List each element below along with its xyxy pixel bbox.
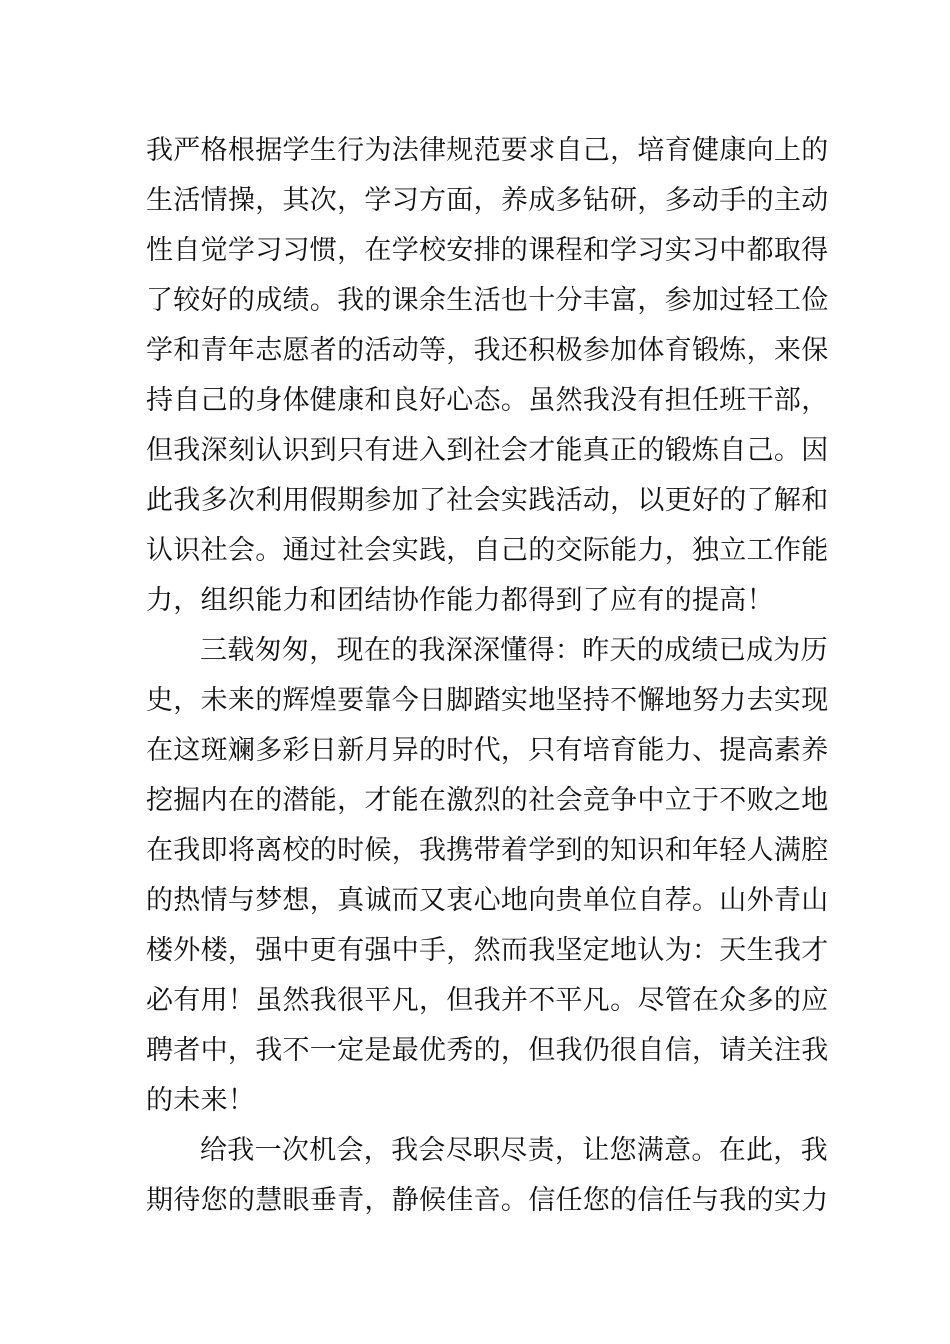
text-line: 了较好的成绩。我的课余生活也十分丰富，参加过轻工俭 xyxy=(146,285,829,316)
text-line: 在我即将离校的时候，我携带着学到的知识和年轻人满腔 xyxy=(146,835,829,866)
text-line: 认识社会。通过社会实践，自己的交际能力，独立工作能 xyxy=(146,535,829,566)
text-line: 聘者中，我不一定是最优秀的，但我仍很自信，请关注我 xyxy=(146,1035,829,1066)
text-line: 性自觉学习习惯，在学校安排的课程和学习实习中都取得 xyxy=(146,235,829,266)
text-line: 的热情与梦想，真诚而又衷心地向贵单位自荐。山外青山 xyxy=(146,885,829,916)
text-line: 但我深刻认识到只有进入到社会才能真正的锻炼自己。因 xyxy=(146,435,829,466)
text-line: 生活情操，其次，学习方面，养成多钻研，多动手的主动 xyxy=(146,185,829,216)
text-line: 此我多次利用假期参加了社会实践活动，以更好的了解和 xyxy=(146,485,829,516)
text-line: 期待您的慧眼垂青，静候佳音。信任您的信任与我的实力 xyxy=(146,1185,829,1216)
text-line: 史，未来的辉煌要靠今日脚踏实地坚持不懈地努力去实现 xyxy=(146,685,829,716)
text-line: 我严格根据学生行为法律规范要求自己，培育健康向上的 xyxy=(146,135,829,166)
paragraph-first-line: 给我一次机会，我会尽职尽责，让您满意。在此，我 xyxy=(200,1135,828,1166)
paragraph-first-line: 三载匆匆，现在的我深深懂得：昨天的成绩已成为历 xyxy=(200,635,828,666)
text-line: 学和青年志愿者的活动等，我还积极参加体育锻炼，来保 xyxy=(146,335,829,366)
text-line: 力，组织能力和团结协作能力都得到了应有的提高！ xyxy=(146,585,774,616)
text-line: 的未来！ xyxy=(146,1085,256,1116)
text-line: 必有用！虽然我很平凡，但我并不平凡。尽管在众多的应 xyxy=(146,985,829,1016)
text-line: 在这斑斓多彩日新月异的时代，只有培育能力、提高素养 xyxy=(146,735,829,766)
body-text xyxy=(146,126,829,1226)
text-line: 持自己的身体健康和良好心态。虽然我没有担任班干部， xyxy=(146,385,829,416)
text-line: 挖掘内在的潜能，才能在激烈的社会竞争中立于不败之地 xyxy=(146,785,829,816)
text-line: 楼外楼，强中更有强中手，然而我坚定地认为：天生我才 xyxy=(146,935,829,966)
